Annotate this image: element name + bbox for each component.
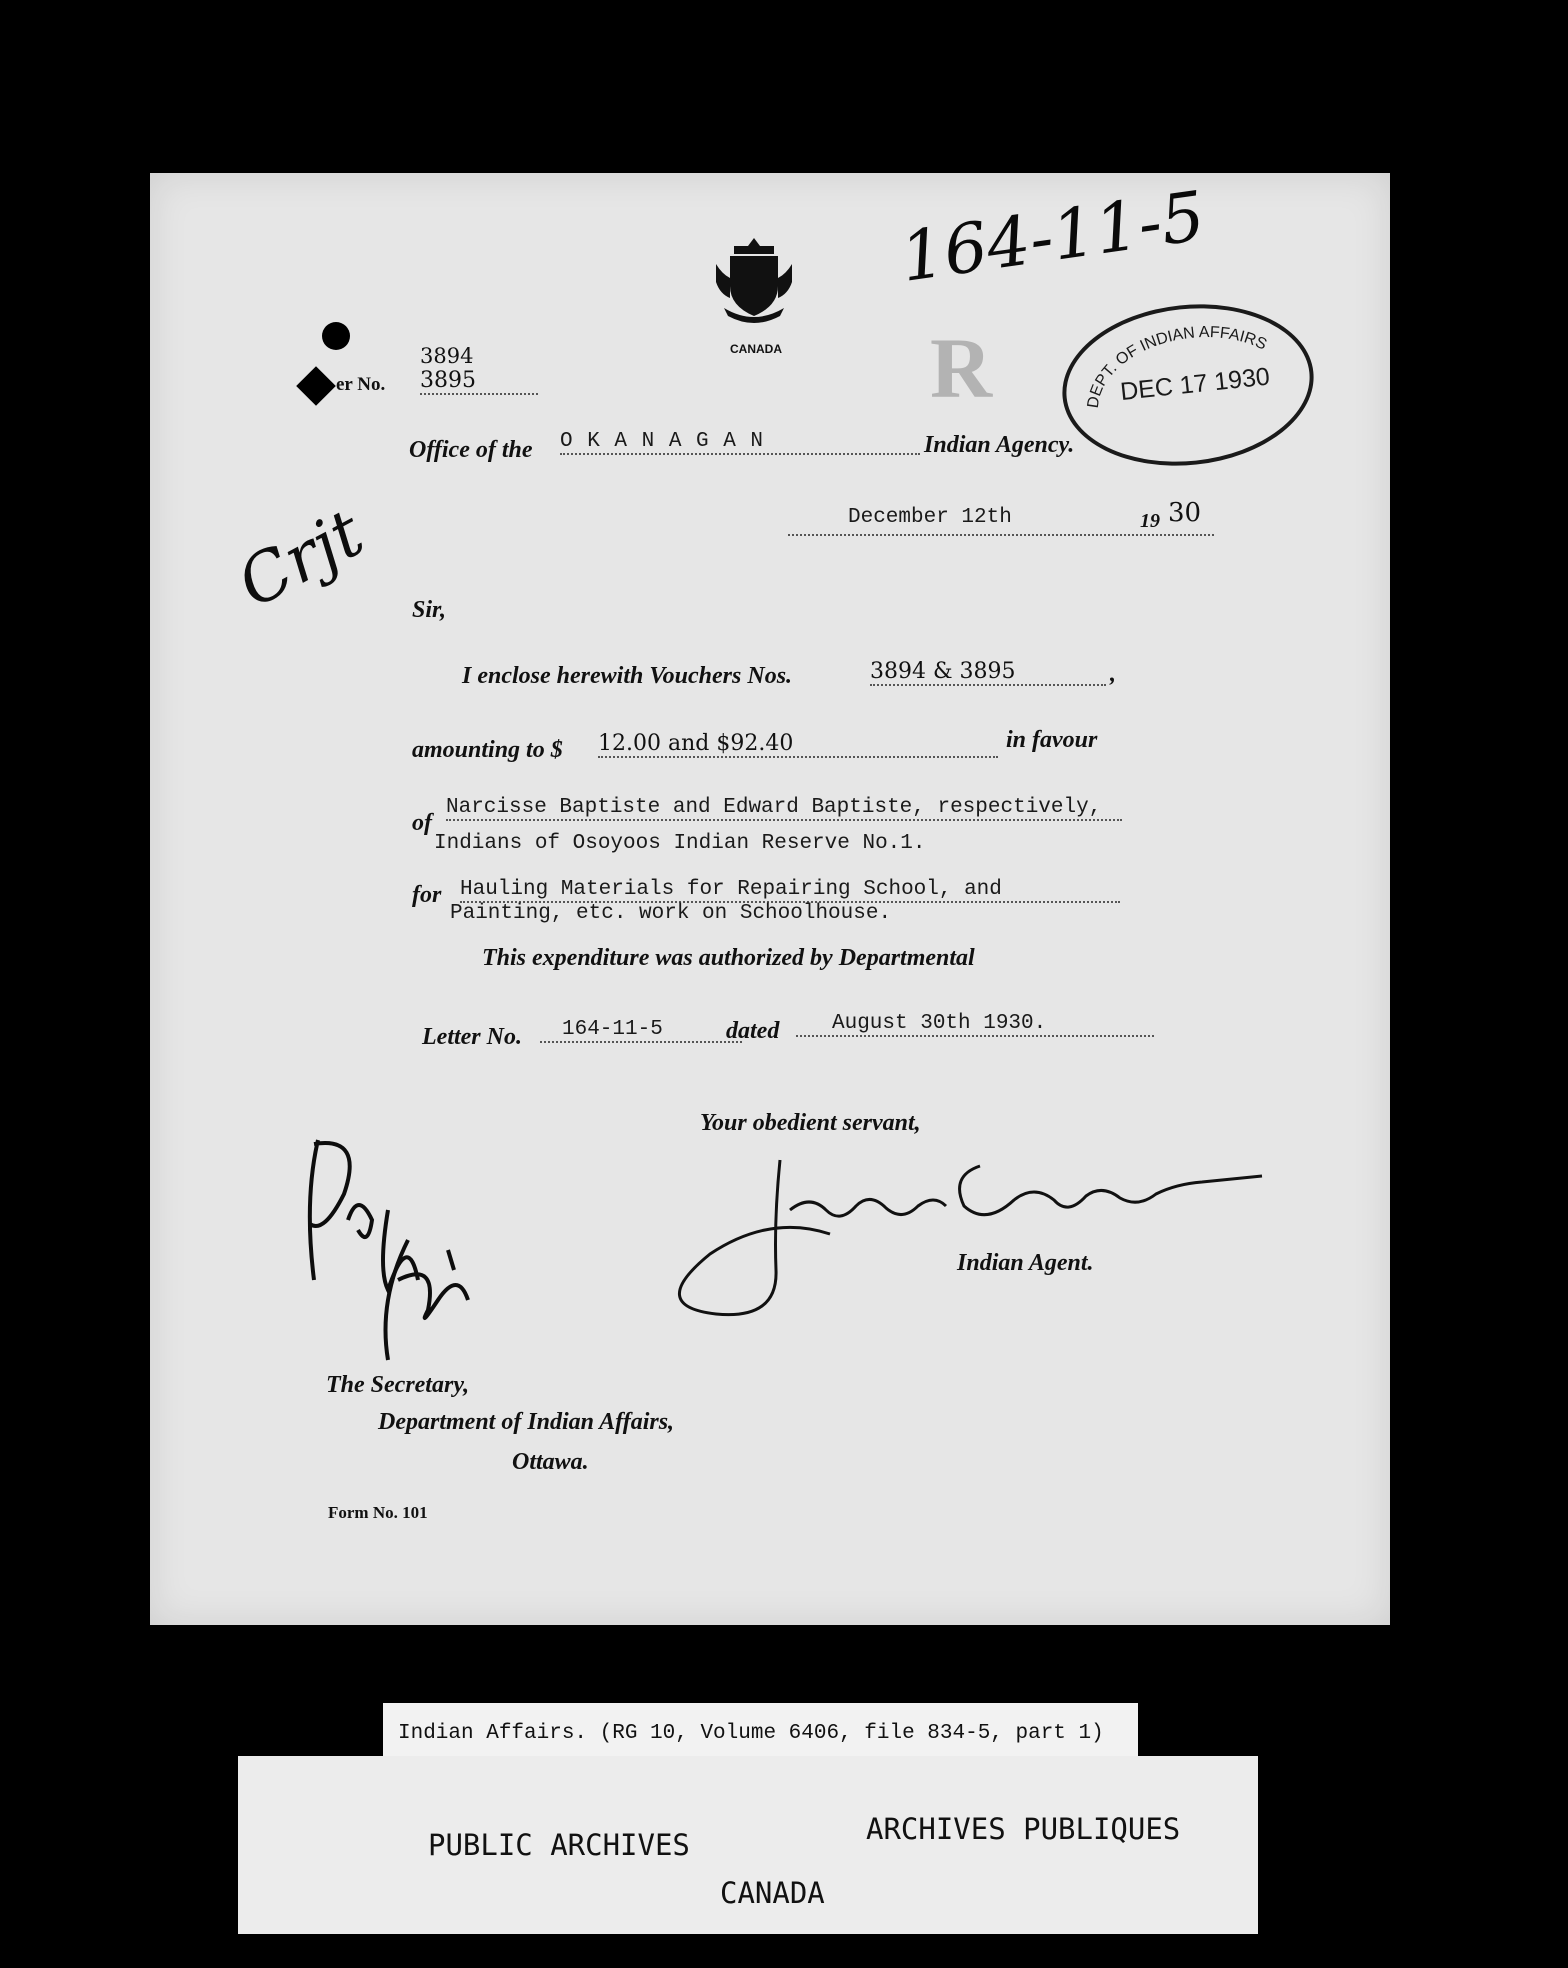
payee-line-2: Indians of Osoyoos Indian Reserve No.1.	[434, 832, 926, 855]
letter-date: December 12th	[848, 506, 1012, 529]
pay-note-handwritten	[298, 1120, 498, 1370]
enclose-comma: ,	[1110, 661, 1116, 687]
emblem-caption: CANADA	[730, 342, 782, 356]
voucher-label: er No.	[336, 374, 386, 395]
salutation: Sir,	[412, 597, 447, 623]
received-date-stamp	[1054, 292, 1321, 477]
amount-suffix: in favour	[1006, 727, 1098, 753]
payee-line-1: Narcisse Baptiste and Edward Baptiste, respectively,	[446, 796, 1122, 821]
letter-no-label: Letter No.	[422, 1024, 522, 1050]
address-line-2: Department of Indian Affairs,	[378, 1409, 675, 1435]
voucher-numbers: 3894 & 3895	[870, 659, 1106, 686]
authorized-text: This expenditure was authorized by Departmental	[482, 945, 975, 971]
archive-left-text: PUBLIC ARCHIVES	[428, 1828, 690, 1862]
purpose-line-2: Painting, etc. work on Schoolhouse.	[450, 902, 892, 925]
address-line-1: The Secretary,	[326, 1372, 470, 1398]
amount-prefix: amounting to $	[412, 737, 563, 763]
voucher-number: 3895	[420, 368, 538, 395]
office-suffix: Indian Agency.	[924, 432, 1075, 458]
payee-prefix: of	[412, 810, 432, 836]
stamp-org-text: DEPT. OF INDIAN AFFAIRS	[1084, 324, 1270, 410]
hole-punch-mark	[322, 322, 350, 350]
archive-bottom-text: CANADA	[720, 1876, 825, 1910]
enclose-text: I enclose herewith Vouchers Nos.	[462, 663, 793, 689]
purpose-line-1: Hauling Materials for Repairing School, and	[460, 878, 1120, 903]
archive-right-text: ARCHIVES PUBLIQUES	[866, 1812, 1181, 1846]
year-suffix: 30	[1168, 498, 1202, 528]
dated-label: dated	[726, 1018, 780, 1044]
office-prefix: Office of the	[409, 437, 533, 463]
letter-no-value: 164-11-5	[540, 1018, 742, 1043]
voucher-ref-handwritten: 3894	[420, 344, 474, 368]
year-prefix: 19	[1140, 510, 1160, 532]
agent-signature	[640, 1150, 1280, 1330]
purpose-prefix: for	[412, 882, 442, 908]
received-mark: R	[930, 320, 993, 416]
valediction: Your obedient servant,	[700, 1110, 921, 1136]
margin-initials-handwritten: Crjt	[225, 494, 376, 623]
canada-coat-of-arms-icon	[710, 234, 798, 344]
form-number: Form No. 101	[328, 1503, 428, 1522]
agency-name: O K A N A G A N	[560, 430, 920, 455]
file-number-handwritten: 164-11-5	[895, 177, 1210, 298]
address-line-3: Ottawa.	[512, 1449, 589, 1475]
dated-value: August 30th 1930.	[796, 1012, 1154, 1037]
stamp-date: DEC 17 1930	[1118, 362, 1272, 407]
amount-value: 12.00 and $92.40	[598, 731, 998, 758]
archive-reference-text: Indian Affairs. (RG 10, Volume 6406, file 834-5, part 1)	[398, 1722, 1104, 1745]
agent-title: Indian Agent.	[957, 1250, 1094, 1276]
